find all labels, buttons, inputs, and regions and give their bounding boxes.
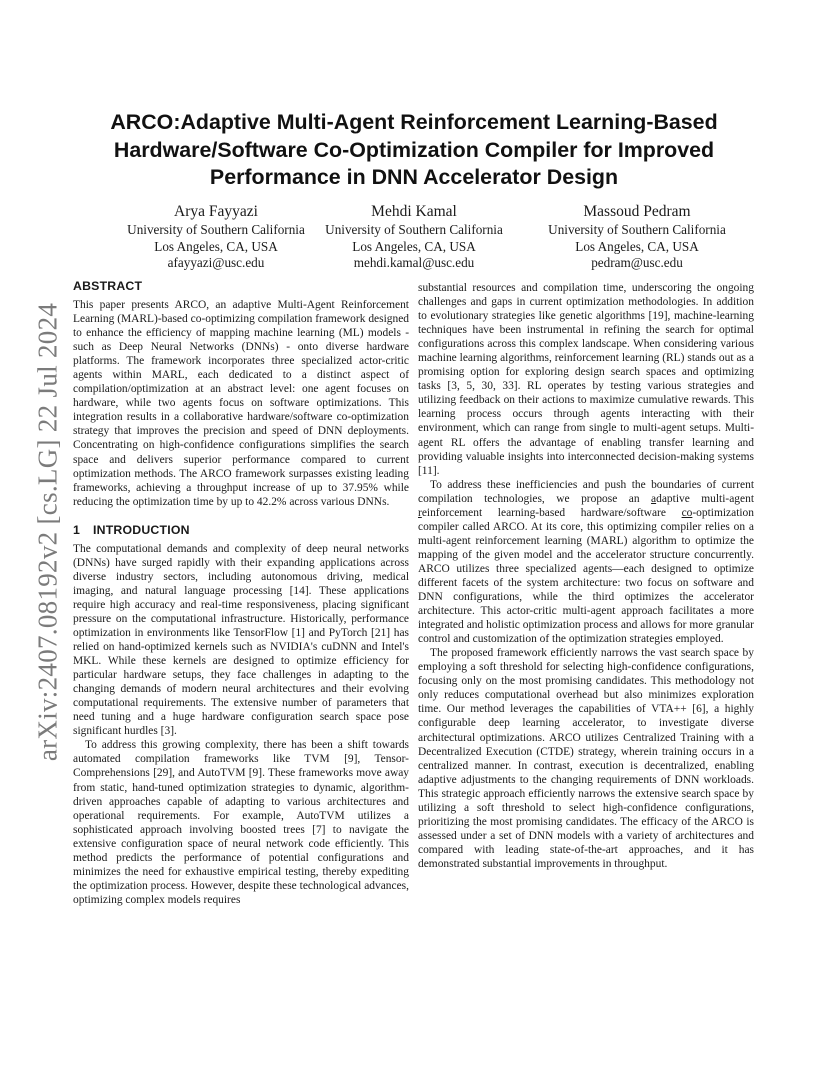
author-location: Los Angeles, CA, USA [575, 238, 699, 254]
text-run: -optimization compiler called ARCO. At its core, this optimizing compiler relies on a multi-agent reinforcement learning (MARL) algorithm to optimize the mapping of the given model and the accelerator structure concurrently. ARCO utilizes three specialized agents—each designed to optimize different facets of the system architecture: two focus on software and DNN configurations, while the third optimizes the accelerator architecture. This actor-critic multi-agent approach facilitates a more integrated and holistic optimization process and allows for more granular control and customization of the optimization strategies employed. [418, 506, 754, 646]
intro-paragraph-4 [418, 478, 754, 647]
author-name: Arya Fayyazi [174, 203, 258, 220]
author-affiliation: University of Southern California [548, 222, 726, 237]
intro-paragraph-1: The computational demands and complexity of deep neural networks (DNNs) have surged rapidly with their expanding applications across diverse industry sectors, including autonomous driving, medical imaging, and natural language processing [14]. These applications require high accuracy and real-time responsiveness, placing significant pressure on the computational infrastructure. Historically, performance optimization in environments like TensorFlow [1] and PyTorch [21] has relied on hand-optimized kernels such as NVIDIA's cuDNN and Intel's MKL. While these kernels are designed to optimize efficiency for particular hardware setups, they face challenges in adapting to the changing demands of modern neural architectures and their evolving computational requirements. The extensive number of parameters that need tuning and a huge hardware configuration search space pose significant hurdles [3]. [73, 542, 409, 738]
section-number: 1 [73, 522, 81, 537]
text-run: einforcement learning-based hardware/software [421, 506, 682, 519]
intro-paragraph-3: substantial resources and compilation time, underscoring the ongoing challenges and gaps in current optimization methodologies. In addition to evolutionary strategies like genetic algorithms [19], machine-learning techniques have been instrumental in refining the search for optimal configurations across this complex landscape. When considering various machine learning algorithms, reinforcement learning (RL) stands out as a promising option for exploring design search spaces and optimizing tasks [3, 5, 30, 33]. RL operates by testing various strategies and utilizing feedback on their actions to maximize cumulative rewards. This learning process occurs through agents interacting with their environment, which can range from single to multi-agent setups. Multi-agent RL offers the advantage of enabling transfer learning and providing valuable insights into interconnected decision-making systems [11]. [418, 282, 754, 477]
arxiv-id-text: arXiv:2407.08192v2 [cs.LG] 22 Jul 2024 [32, 302, 63, 762]
abstract-heading: ABSTRACT [73, 279, 143, 293]
author-affiliation: University of Southern California [127, 222, 305, 237]
author-name: Massoud Pedram [583, 203, 691, 220]
section-title: INTRODUCTION [93, 522, 190, 537]
author-name: Mehdi Kamal [371, 203, 457, 220]
underlined-letter: a [651, 492, 657, 505]
author-location: Los Angeles, CA, USA [154, 238, 278, 254]
author-email: mehdi.kamal@usc.edu [353, 255, 475, 271]
underlined-letter: r [418, 506, 422, 519]
abstract-text: This paper presents ARCO, an adaptive Multi-Agent Reinforcement Learning (MARL)-based co-optimizing compilation framework designed to enhance the efficiency of mapping machine learning (ML) models - such as Deep Neural Networks (DNNs) - onto diverse hardware platforms. The framework incorporates three specialized actor-critic agents within MARL, each dedicated to a distinct aspect of compilation/optimization at an abstract level: one agent focuses on hardware, while two agents focus on software optimizations. This integration results in a collaborative hardware/software co-optimization strategy that improves the precision and speed of DNN deployments. Concentrating on high-confidence configurations simplifies the search space and delivers superior performance compared to current optimization methods. The ARCO framework surpasses existing leading frameworks, achieving a throughput increase of up to 37.95% while reducing the optimization time by up to 42.2% across various DNNs. [73, 299, 409, 508]
author-affiliation: University of Southern California [325, 222, 503, 237]
left-column [73, 278, 409, 907]
text-run: To address these inefficiencies and push the boundaries of current compilation technologies, we propose an [418, 478, 754, 505]
author-email: afayyazi@usc.edu [167, 255, 265, 271]
right-column [418, 281, 754, 871]
author-email: pedram@usc.edu [591, 255, 683, 271]
author-3 [517, 202, 757, 272]
author-location: Los Angeles, CA, USA [352, 238, 476, 254]
text-run: daptive multi-agent [656, 492, 754, 505]
intro-paragraph-5: The proposed framework efficiently narrows the vast search space by employing a soft threshold for selecting high-confidence configurations, focusing only on the most promising candidates. This methodology not only reduces computational overhead but also minimizes exploration time. Our method leverages the capabilities of VTA++ [6], a highly configurable deep learning accelerator, to investigate diverse architectural optimizations. ARCO utilizes Centralized Training with a Decentralized Execution (CTDE) strategy, wherein training occurs in a centralized manner. In contrast, execution is decentralized, enabling adaptive adjustments to the changing requirements of DNN workloads. This strategic approach efficiently narrows the extensive search space by utilizing a soft threshold to select high-confidence configurations, prioritizing the most promising candidates. The efficacy of the ARCO is assessed under a set of DNN models with a variety of architectures and compared with leading state-of-the-art approaches, and it has demonstrated substantial improvements in throughput. [418, 647, 754, 870]
author-2 [294, 202, 534, 272]
paper-title: ARCO:Adaptive Multi-Agent Reinforcement Learning-Based Hardware/Software Co-Optimization Compiler for Improved Performance in DNN Accelerator Design [110, 110, 718, 189]
introduction-heading [73, 522, 409, 538]
underlined-letter: co [681, 506, 693, 519]
intro-paragraph-2: To address this growing complexity, there has been a shift towards automated compilation frameworks like TVM [9], Tensor-Comprehensions [29], and AutoTVM [9]. These frameworks move away from static, hand-tuned optimization strategies to dynamic, algorithm-driven approaches capable of adapting to various architectures and operational requirements. For example, AutoTVM utilizes a sophisticated approach involving boosted trees [7] to navigate the extensive configuration space of neural network code efficiently. This method predicts the performance of potential configurations and minimizes the need for exhaustive empirical testing, thereby expediting the optimization process. However, despite these technological advances, optimizing complex models requires [73, 739, 409, 906]
